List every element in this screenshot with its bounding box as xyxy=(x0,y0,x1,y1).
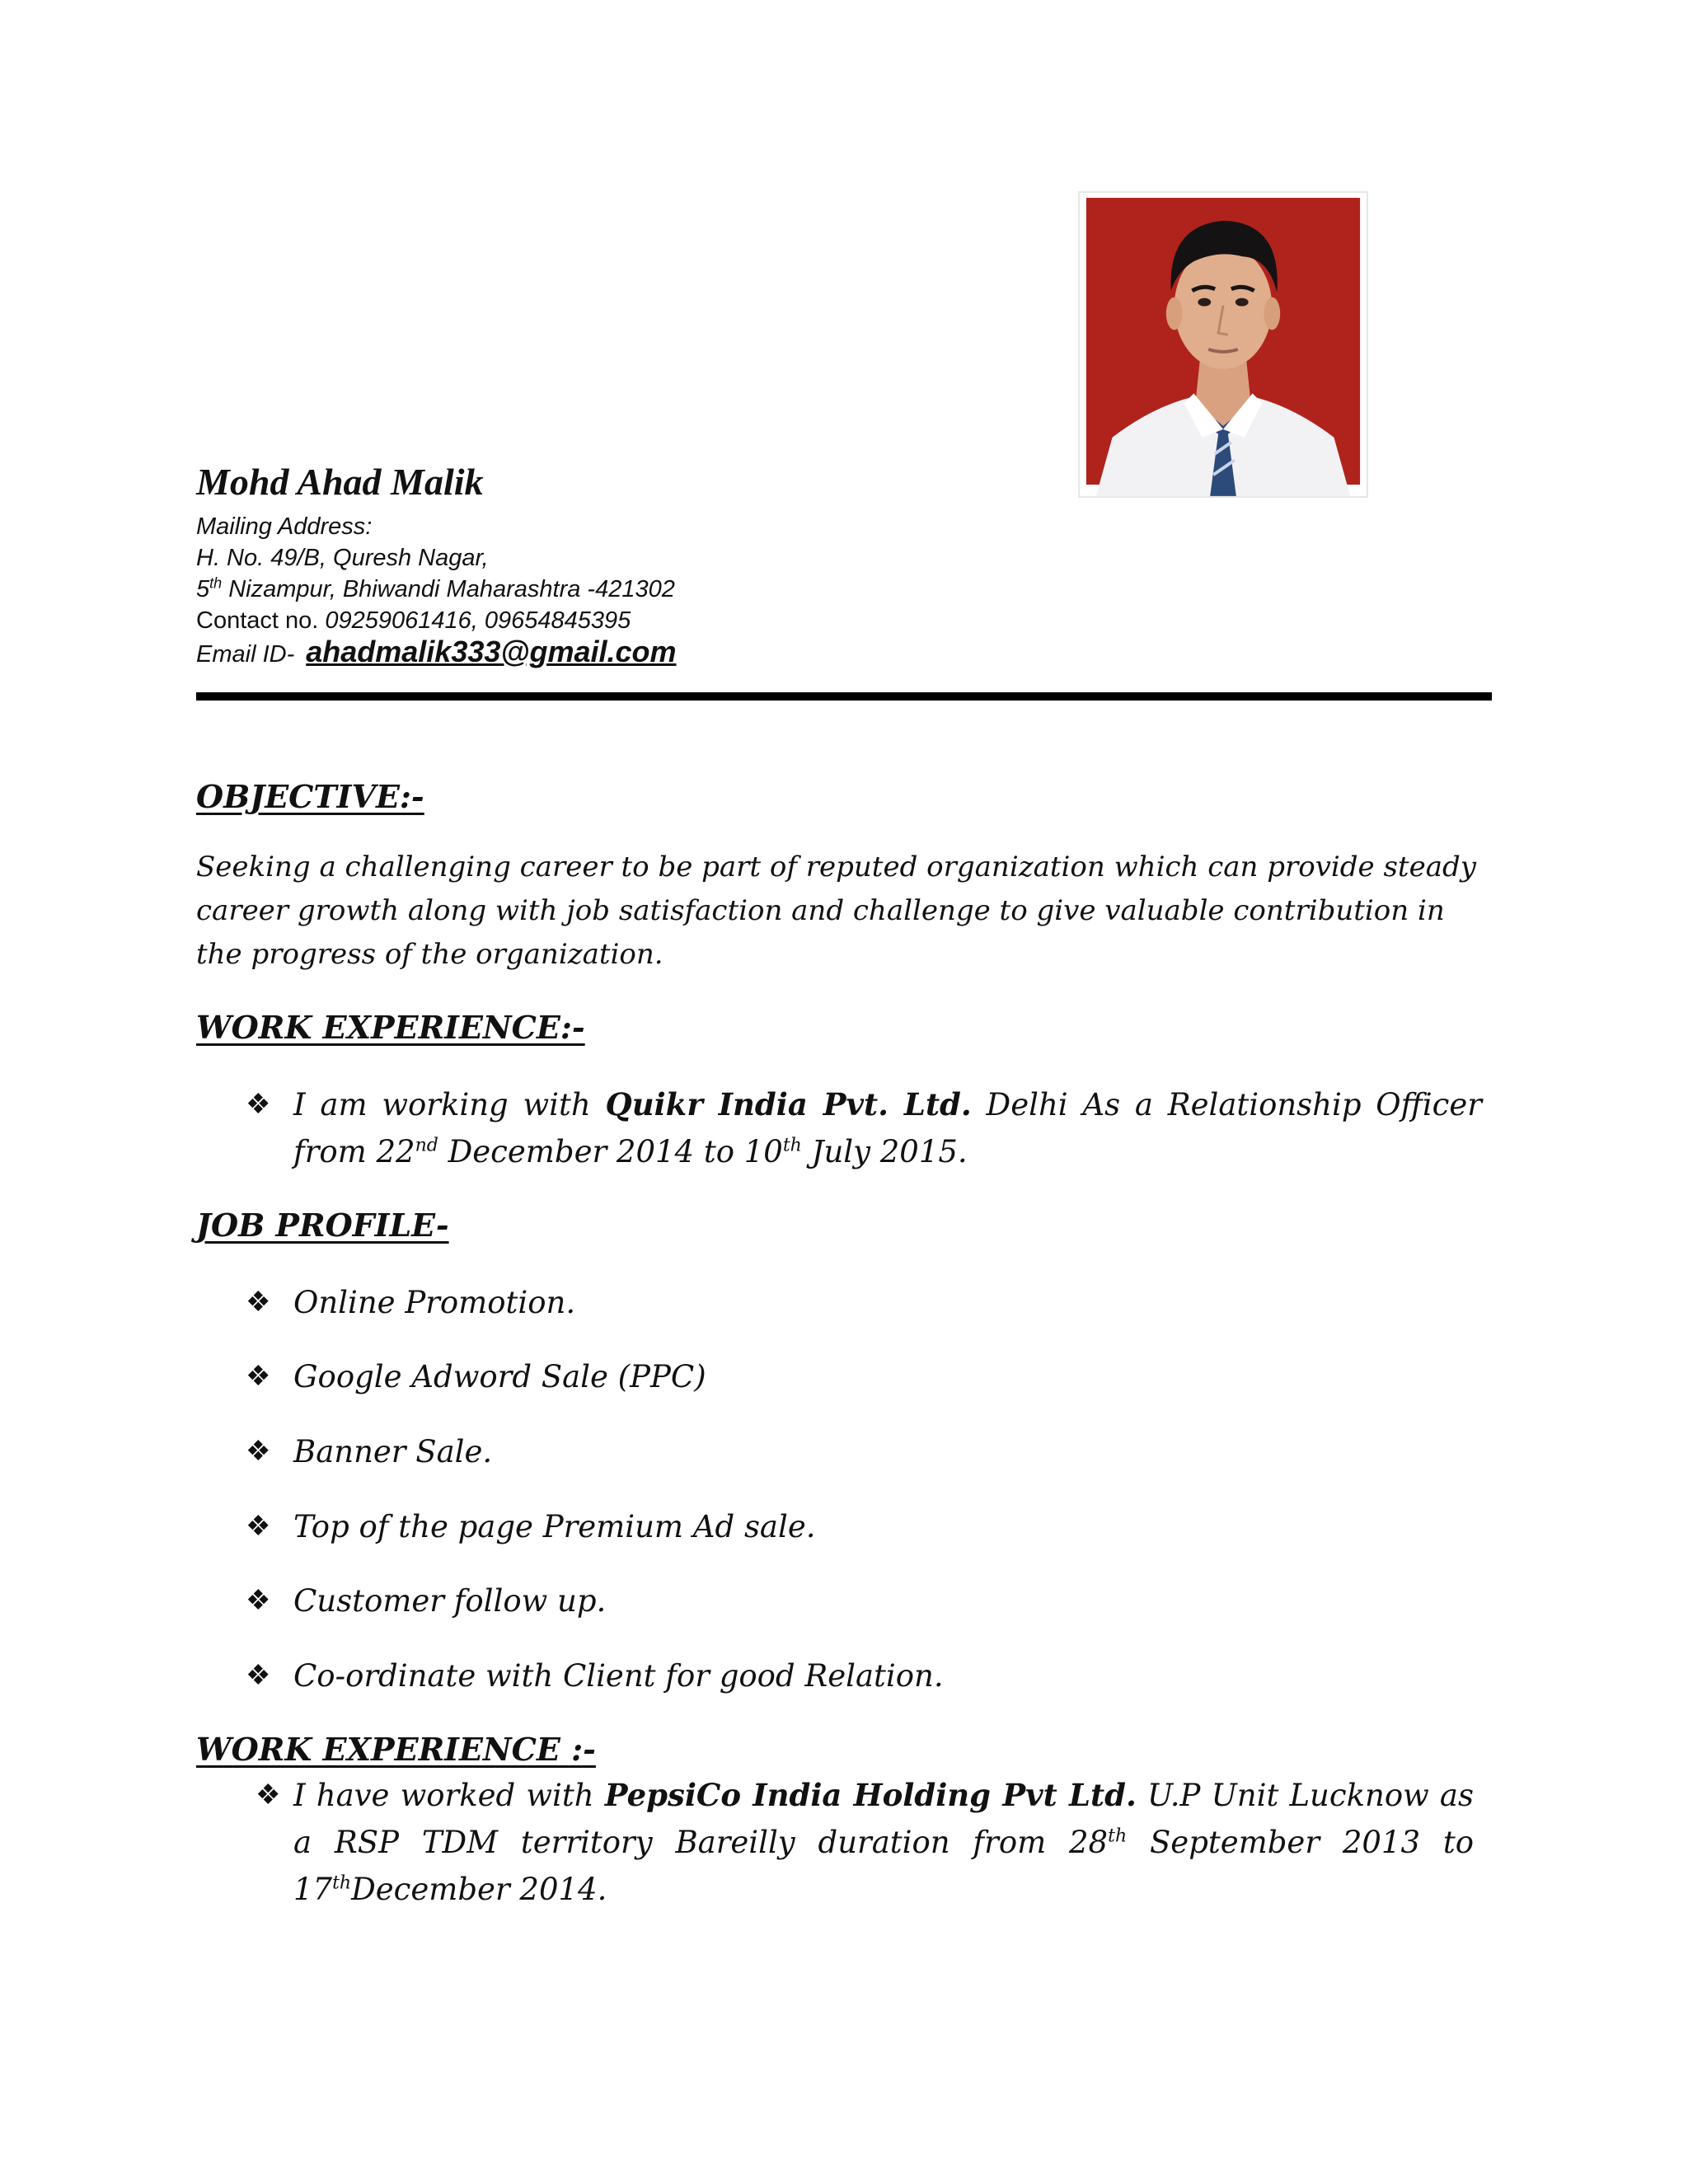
candidate-name: Mohd Ahad Malik xyxy=(196,461,484,503)
company-name: Quikr India Pvt. Ltd. xyxy=(605,1086,972,1122)
text-segment: I am working with xyxy=(293,1087,606,1122)
contact-line xyxy=(196,605,677,636)
job-profile-item xyxy=(246,1279,1482,1326)
diamond-bullet-icon: ❖ xyxy=(246,1584,271,1617)
work-experience-item-2 xyxy=(256,1772,1474,1913)
job-profile-item xyxy=(246,1652,1482,1699)
job-profile-item xyxy=(246,1503,1482,1550)
job-profile-item xyxy=(246,1577,1482,1624)
text-segment: U.P Unit Lucknow as a RSP TDM territory Bareilly duration from 28 xyxy=(293,1778,1474,1860)
address-number: 5 xyxy=(196,576,210,602)
job-profile-heading: JOB PROFILE- xyxy=(196,1207,449,1244)
objective-heading: OBJECTIVE:- xyxy=(196,778,424,815)
job-profile-text: Customer follow up. xyxy=(293,1583,607,1619)
superscript: th xyxy=(332,1872,352,1894)
diamond-bullet-icon: ❖ xyxy=(246,1360,271,1393)
job-profile-item xyxy=(246,1353,1482,1400)
email-link[interactable]: ahadmalik333@gmail.com xyxy=(306,635,677,668)
email-line xyxy=(196,636,677,670)
diamond-bullet-icon: ❖ xyxy=(246,1510,271,1543)
job-profile-text: Top of the page Premium Ad sale. xyxy=(293,1509,816,1544)
header-divider xyxy=(196,692,1492,701)
superscript: nd xyxy=(415,1135,438,1156)
text-segment: December 2014. xyxy=(351,1872,607,1907)
diamond-bullet-icon: ❖ xyxy=(246,1286,271,1319)
text-segment: I have worked with xyxy=(293,1778,605,1813)
contact-block xyxy=(196,511,677,670)
job-profile-text: Co-ordinate with Client for good Relation. xyxy=(293,1658,944,1694)
text-segment: July 2015. xyxy=(801,1134,968,1169)
job-profile-item xyxy=(246,1428,1482,1475)
text-segment: Delhi As a Relationship Officer from 22 xyxy=(293,1087,1482,1169)
work-experience-heading-1: WORK EXPERIENCE:- xyxy=(196,1009,585,1046)
contact-label: Contact no. xyxy=(196,607,326,634)
objective-text: Seeking a challenging career to be part of reputed organization which can provide steady career growth along with job satisfaction and challenge to give valuable contribution in the progress of the organization. xyxy=(196,851,1476,971)
address-line-1: H. No. 49/B, Quresh Nagar, xyxy=(196,545,489,571)
address-rest: Nizampur, Bhiwandi Maharashtra -421302 xyxy=(222,576,675,602)
diamond-bullet-icon: ❖ xyxy=(256,1779,281,1811)
superscript: th xyxy=(1108,1825,1128,1847)
address-superscript: th xyxy=(209,574,223,592)
text-segment: September 2013 to 17 xyxy=(293,1825,1474,1907)
work-experience-text-1 xyxy=(293,1081,1482,1175)
text-segment: December 2014 to 10 xyxy=(438,1134,783,1169)
job-profile-text: Online Promotion. xyxy=(293,1285,576,1320)
job-profile-text: Google Adword Sale (PPC) xyxy=(293,1359,706,1394)
job-profile-text: Banner Sale. xyxy=(293,1434,493,1469)
superscript: th xyxy=(782,1135,802,1156)
mailing-label: Mailing Address: xyxy=(196,513,373,540)
work-experience-text-2 xyxy=(293,1772,1474,1913)
profile-photo xyxy=(1078,191,1368,498)
work-experience-heading-2: WORK EXPERIENCE :- xyxy=(196,1731,596,1768)
diamond-bullet-icon: ❖ xyxy=(246,1659,271,1692)
diamond-bullet-icon: ❖ xyxy=(246,1435,271,1468)
address-line-2 xyxy=(196,574,677,605)
contact-numbers: 09259061416, 09654845395 xyxy=(325,607,631,634)
email-label: Email ID- xyxy=(196,641,295,668)
diamond-bullet-icon: ❖ xyxy=(246,1088,271,1121)
company-name: PepsiCo India Holding Pvt Ltd. xyxy=(604,1777,1137,1813)
work-experience-item-1 xyxy=(246,1081,1482,1175)
